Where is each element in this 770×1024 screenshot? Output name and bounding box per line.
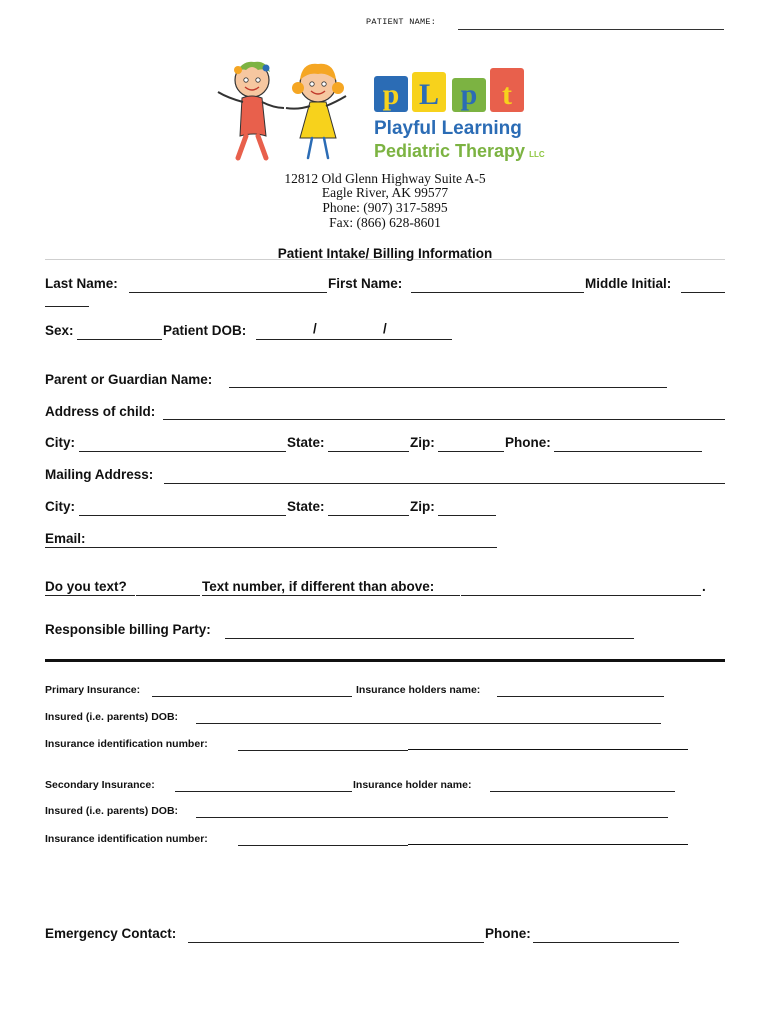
brand-name-text: Pediatric Therapy [374,141,526,161]
address-line1: 12812 Old Glenn Highway Suite A-5 [284,171,486,186]
boy-figure-icon [218,62,284,158]
dob-field[interactable] [256,339,452,340]
insured-dob-field-1[interactable] [196,723,661,724]
girl-figure-icon [286,64,346,158]
form-title: Patient Intake/ Billing Information [277,246,493,261]
first-name-field[interactable] [411,292,584,293]
zip-field[interactable] [438,451,504,452]
insurance-id-field-1b[interactable] [408,749,688,750]
address-fax: Fax: (866) 628-8601 [329,215,441,230]
insured-dob-label-2: Insured (i.e. parents) DOB: [45,805,179,817]
brand-name-line1: Playful Learning [374,118,522,139]
insured-dob-label-1: Insured (i.e. parents) DOB: [45,711,179,723]
billing-party-label: Responsible billing Party: [45,622,211,637]
child-address-label: Address of child: [45,404,156,419]
emergency-phone-field[interactable] [533,942,679,943]
do-you-text-field[interactable] [136,595,200,596]
mailing-city-label: City: [45,499,75,514]
address-line2: Eagle River, AK 99577 [321,185,449,200]
guardian-label: Parent or Guardian Name: [45,372,213,387]
city-label: City: [45,435,75,450]
insurance-holder-field-2[interactable] [490,791,675,792]
text-number-period: . [702,579,706,594]
secondary-insurance-label: Secondary Insurance: [45,779,155,791]
address-phone: Phone: (907) 317-5895 [322,200,448,215]
mailing-address-field[interactable] [164,483,725,484]
dob-separator-1: / [313,321,317,336]
primary-insurance-label: Primary Insurance: [45,684,141,696]
mailing-state-label: State: [287,499,325,514]
state-field[interactable] [328,451,409,452]
insurance-id-label-1: Insurance identification number: [45,738,208,750]
email-field[interactable] [45,547,497,548]
primary-insurance-field[interactable] [152,696,352,697]
text-number-field[interactable] [461,595,701,596]
emergency-contact-field[interactable] [188,942,484,943]
middle-initial-field[interactable] [681,292,725,293]
first-name-label: First Name: [328,276,403,291]
child-address-field[interactable] [163,419,725,420]
phone-field[interactable] [554,451,702,452]
insurance-id-field-2a[interactable] [238,845,408,846]
mailing-state-field[interactable] [328,515,409,516]
brand-name-line2 [374,141,545,162]
last-name-label: Last Name: [45,276,118,291]
letter-block-1: p [382,78,400,111]
letter-blocks-icon [374,68,524,112]
sex-field[interactable] [77,339,162,340]
dob-label: Patient DOB: [163,323,247,338]
text-number-underline [202,595,460,596]
patient-name-label: PATIENT NAME: [366,17,437,27]
dob-separator-2: / [383,321,387,336]
email-label: Email: [45,531,86,546]
state-label: State: [287,435,325,450]
mailing-zip-label: Zip: [410,499,435,514]
zip-label: Zip: [410,435,435,450]
middle-initial-field-wrap[interactable] [45,306,89,307]
letter-block-2: L [418,78,440,111]
insurance-holders-label: Insurance holders name: [356,684,481,696]
emergency-phone-label: Phone: [485,926,531,941]
guardian-field[interactable] [229,387,667,388]
mailing-city-field[interactable] [79,515,286,516]
insurance-holders-field[interactable] [497,696,664,697]
middle-initial-label: Middle Initial: [585,276,672,291]
letter-block-4: t [502,78,512,111]
secondary-insurance-field[interactable] [175,791,352,792]
text-number-label: Text number, if different than above: [202,579,435,594]
do-you-text-underline [45,595,135,596]
insurance-id-field-1a[interactable] [238,750,408,751]
do-you-text-label: Do you text? [45,579,127,594]
city-field[interactable] [79,451,286,452]
insurance-id-field-2b[interactable] [408,844,688,845]
mailing-address-label: Mailing Address: [45,467,154,482]
sex-label: Sex: [45,323,74,338]
billing-party-field[interactable] [225,638,634,639]
patient-name-line[interactable] [458,29,724,30]
section-divider [45,659,725,662]
insured-dob-field-2[interactable] [196,817,668,818]
letter-block-3: p [460,78,478,111]
brand-suffix: LLC [529,150,545,159]
emergency-contact-label: Emergency Contact: [45,926,177,941]
last-name-field[interactable] [129,292,327,293]
insurance-holder-label-2: Insurance holder name: [353,779,472,791]
mailing-zip-field[interactable] [438,515,496,516]
phone-label: Phone: [505,435,551,450]
insurance-id-label-2: Insurance identification number: [45,833,208,845]
